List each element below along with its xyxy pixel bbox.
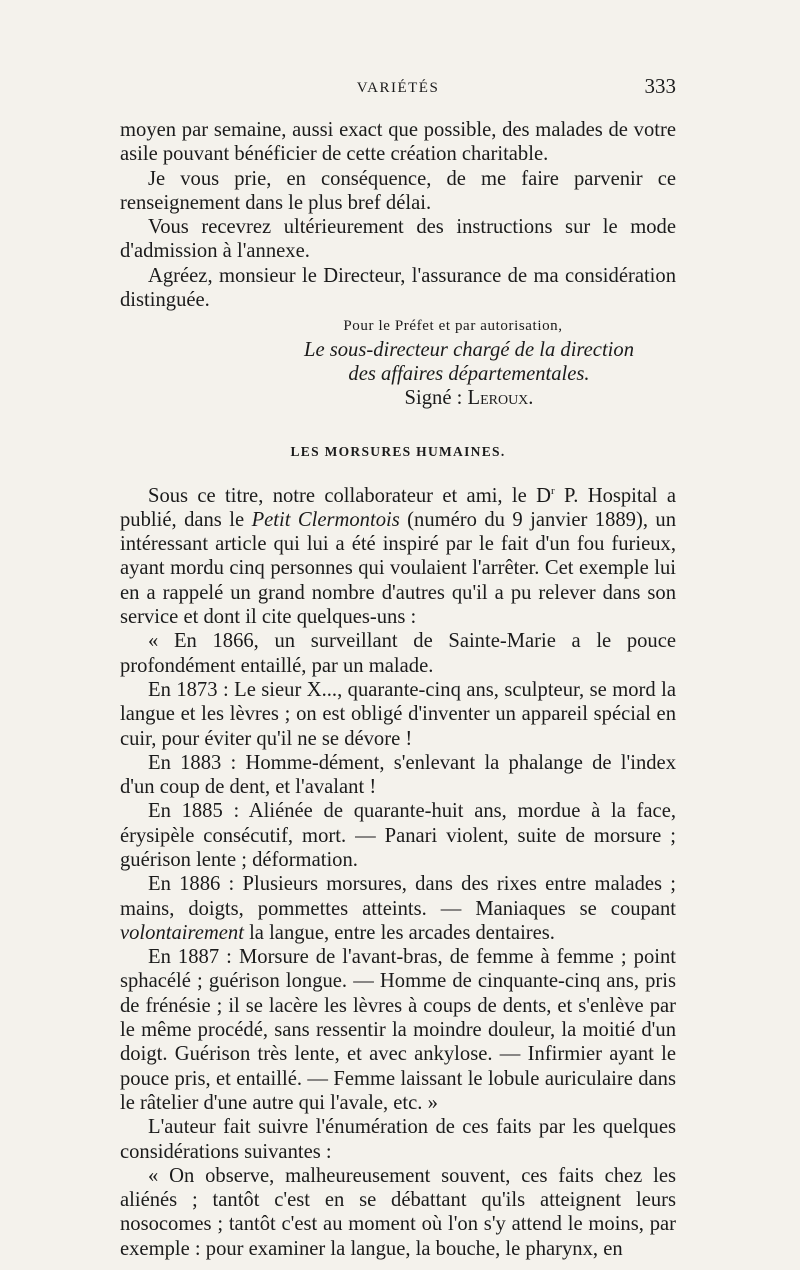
- paragraph: moyen par semaine, aussi exact que possible, des malades de votre asile pouvant bénéficier de cette création charitable.: [120, 119, 676, 166]
- page-header: [120, 74, 676, 104]
- body-text: [120, 118, 676, 1261]
- signatory-name: Leroux.: [467, 387, 534, 410]
- intro-paragraph: Sous ce titre, notre collaborateur et ami, le $D^r$ P. Hospital a publié, dans le Petit Clermontois (numéro du 9 janvier 1889), un intéressant article qui lui a été inspiré par le fait d'un fou furieux, ayant mordu cinq personnes qui voulaient l'arrêter. Cet exemple lui en a rappelé un grand nombre d'autres qu'il a pu relever dans son service et dont il cite quelques-uns :: [120, 484, 676, 629]
- signature-authority: Pour le Préfet et par autorisation,: [343, 318, 563, 335]
- signature-department: des affaires départementales.: [348, 363, 590, 386]
- paragraph: Agréez, monsieur le Directeur, l'assurance de ma considération distinguée.: [120, 264, 676, 312]
- case-paragraph: En 1873 : Le sieur X..., quarante-cinq ans, sculpteur, se mord la langue et les lèvres ; on est obligé d'inventer un appareil spécial en cuir, pour éviter qu'il ne se dévore !: [120, 678, 676, 750]
- signature-line: [262, 386, 676, 410]
- case-paragraph: En 1887 : Morsure de l'avant-bras, de femme à femme ; point sphacélé ; guérison longue. — Homme de cinquante-cinq ans, pris de frénésie ; il se lacère les lèvres à coups de dents, et s'enlève par le même procédé, sans ressentir la moindre douleur, la moitié d'un doigt. Guérison très lente, et avec ankylose. — Infirmier ayant le pouce pris, et entaillé. — Femme laissant le lobule auriculaire dans le râtelier d'une autre qui l'avale, etc. »: [120, 946, 676, 1114]
- case-paragraph: En 1886 : Plusieurs morsures, dans des rixes entre malades ; mains, doigts, pommettes atteints. — Maniaques se coupant volontairement la langue, entre les arcades dentaires.: [120, 873, 676, 944]
- paragraph: L'auteur fait suivre l'énumération de ces faits par les quelques considérations suivantes :: [120, 1116, 676, 1163]
- signed-label: Signé :: [404, 387, 468, 410]
- running-title: VARIÉTÉS: [356, 80, 440, 96]
- section-title: LES MORSURES HUMAINES.: [290, 444, 506, 460]
- paragraph: « On observe, malheureusement souvent, ces faits chez les aliénés ; tantôt c'est en se débattant qu'ils atteignent leurs nosocomes ; tantôt c'est au moment où l'on s'y attend le moins, par exemple : pour examiner la langue, la bouche, le pharynx, en: [120, 1164, 676, 1260]
- page-number: 333: [644, 74, 676, 98]
- case-paragraph: « En 1866, un surveillant de Sainte-Marie a le pouce profondément entaillé, par un malade.: [120, 630, 676, 677]
- case-paragraph: En 1885 : Aliénée de quarante-huit ans, mordue à la face, érysipèle consécutif, mort. — Panari violent, suite de morsure ; guérison lente ; déformation.: [120, 800, 676, 871]
- paragraph: Je vous prie, en conséquence, de me faire parvenir ce renseignement dans le plus bref délai.: [120, 167, 676, 214]
- signature-title: Le sous-directeur chargé de la direction: [303, 339, 634, 362]
- signature-block: [120, 314, 676, 410]
- paragraph: Vous recevrez ultérieurement des instructions sur le mode d'admission à l'annexe.: [120, 216, 676, 263]
- case-paragraph: En 1883 : Homme-dément, s'enlevant la phalange de l'index d'un coup de dent, et l'avalant !: [120, 751, 676, 799]
- journal-title: Petit Clermontois: [251, 508, 400, 531]
